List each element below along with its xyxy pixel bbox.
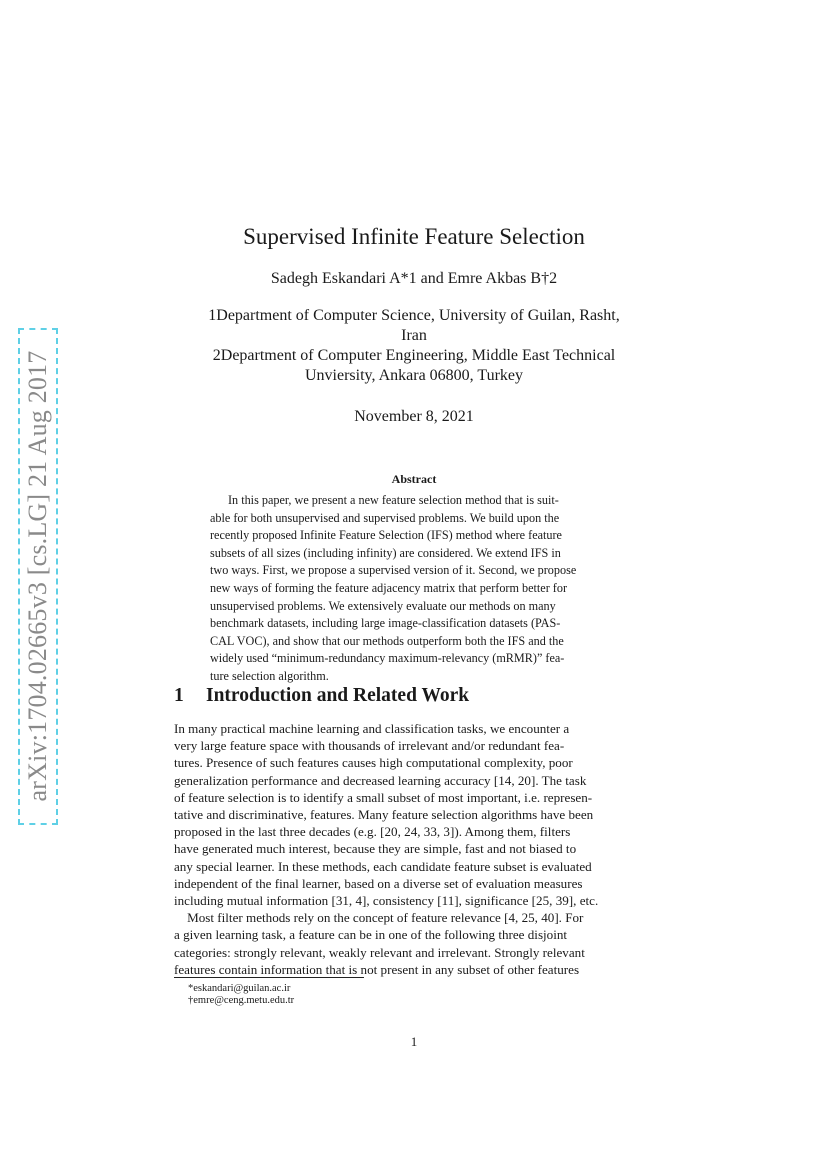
abstract-heading: Abstract [391,472,437,486]
paper-title: Supervised Infinite Feature Selection [243,224,585,249]
body-line: of feature selection is to identify a small subset of most important, i.e. represen- [174,789,593,805]
footnote-email-2: †emre@ceng.metu.edu.tr [188,995,295,1006]
body-line: very large feature space with thousands of irrelevant and/or redundant fea- [174,738,565,754]
section-number: 1 [174,685,184,706]
arxiv-stamp-text: arXiv:1704.02665v3 [cs.LG] 21 Aug 2017 [23,350,52,802]
page-number: 1 [410,1034,418,1049]
body-line: any special learner. In these methods, each candidate feature subset is evaluated [174,858,592,874]
abstract-line: recently proposed Infinite Feature Selection (IFS) method where feature [210,528,562,543]
abstract-line: widely used “minimum-redundancy maximum-relevancy (mRMR)” fea- [210,651,565,666]
arxiv-stamp [18,328,58,825]
abstract-line: benchmark datasets, including large image-classification datasets (PAS- [210,616,561,631]
body-line: features contain information that is not present in any subset of other features [174,961,580,977]
abstract-line: able for both unsupervised and supervised problems. We build upon the [210,510,560,525]
paper-authors: Sadegh Eskandari A*1 and Emre Akbas B†2 [270,270,558,287]
abstract-line: new ways of forming the feature adjacency matrix that perform better for [210,580,568,595]
affiliation-1-line-2: Iran [401,327,427,344]
body-line: In many practical machine learning and classification tasks, we encounter a [174,721,570,736]
body-line: including mutual information [31, 4], consistency [11], significance [25, 39], etc. [174,893,599,909]
footnote-email-1: *eskandari@guilan.ac.ir [188,983,291,994]
body-line: a given learning task, a feature can be in one of the following three disjoint [174,927,568,943]
paper-date: November 8, 2021 [354,408,474,425]
affiliation-1 [0,306,828,346]
body-line: tures. Presence of such features causes high computational complexity, poor [174,755,573,771]
body-line: proposed in the last three decades (e.g. [20, 24, 33, 3]). Among them, filters [174,824,571,840]
body-line: generalization performance and decreased learning accuracy [14, 20]. The task [174,772,587,788]
body-line: Most filter methods rely on the concept of feature relevance [4, 25, 40]. For [174,910,584,926]
affiliation-2-line-1: 2Department of Computer Engineering, Middle East Technical [212,347,616,364]
affiliation-2-line-2: Unviersity, Ankara 06800, Turkey [304,367,524,384]
affiliation-2 [0,346,828,386]
affiliation-1-line-1: 1Department of Computer Science, University of Guilan, Rasht, [208,307,620,324]
section-heading [174,685,469,707]
abstract-body [210,492,620,686]
abstract-line: CAL VOC), and show that our methods outperform both the IFS and the [210,633,564,648]
abstract-line: unsupervised problems. We extensively evaluate our methods on many [210,598,556,613]
body-line: tative and discriminative, features. Many feature selection algorithms have been [174,807,594,823]
abstract-line: In this paper, we present a new feature selection method that is suit- [228,493,559,507]
body-line: independent of the final learner, based on a diverse set of evaluation measures [174,875,583,891]
section-title: Introduction and Related Work [206,685,470,706]
abstract-line: ture selection algorithm. [210,668,329,683]
body-line: have generated much interest, because they are simple, fast and not biased to [174,841,577,857]
footnote-rule [174,977,364,978]
abstract-line: two ways. First, we propose a supervised version of it. Second, we propose [210,563,577,578]
body-line: categories: strongly relevant, weakly relevant and irrelevant. Strongly relevant [174,944,585,960]
abstract-line: subsets of all sizes (including infinity) are considered. We extend IFS in [210,545,561,560]
intro-body [174,720,654,978]
